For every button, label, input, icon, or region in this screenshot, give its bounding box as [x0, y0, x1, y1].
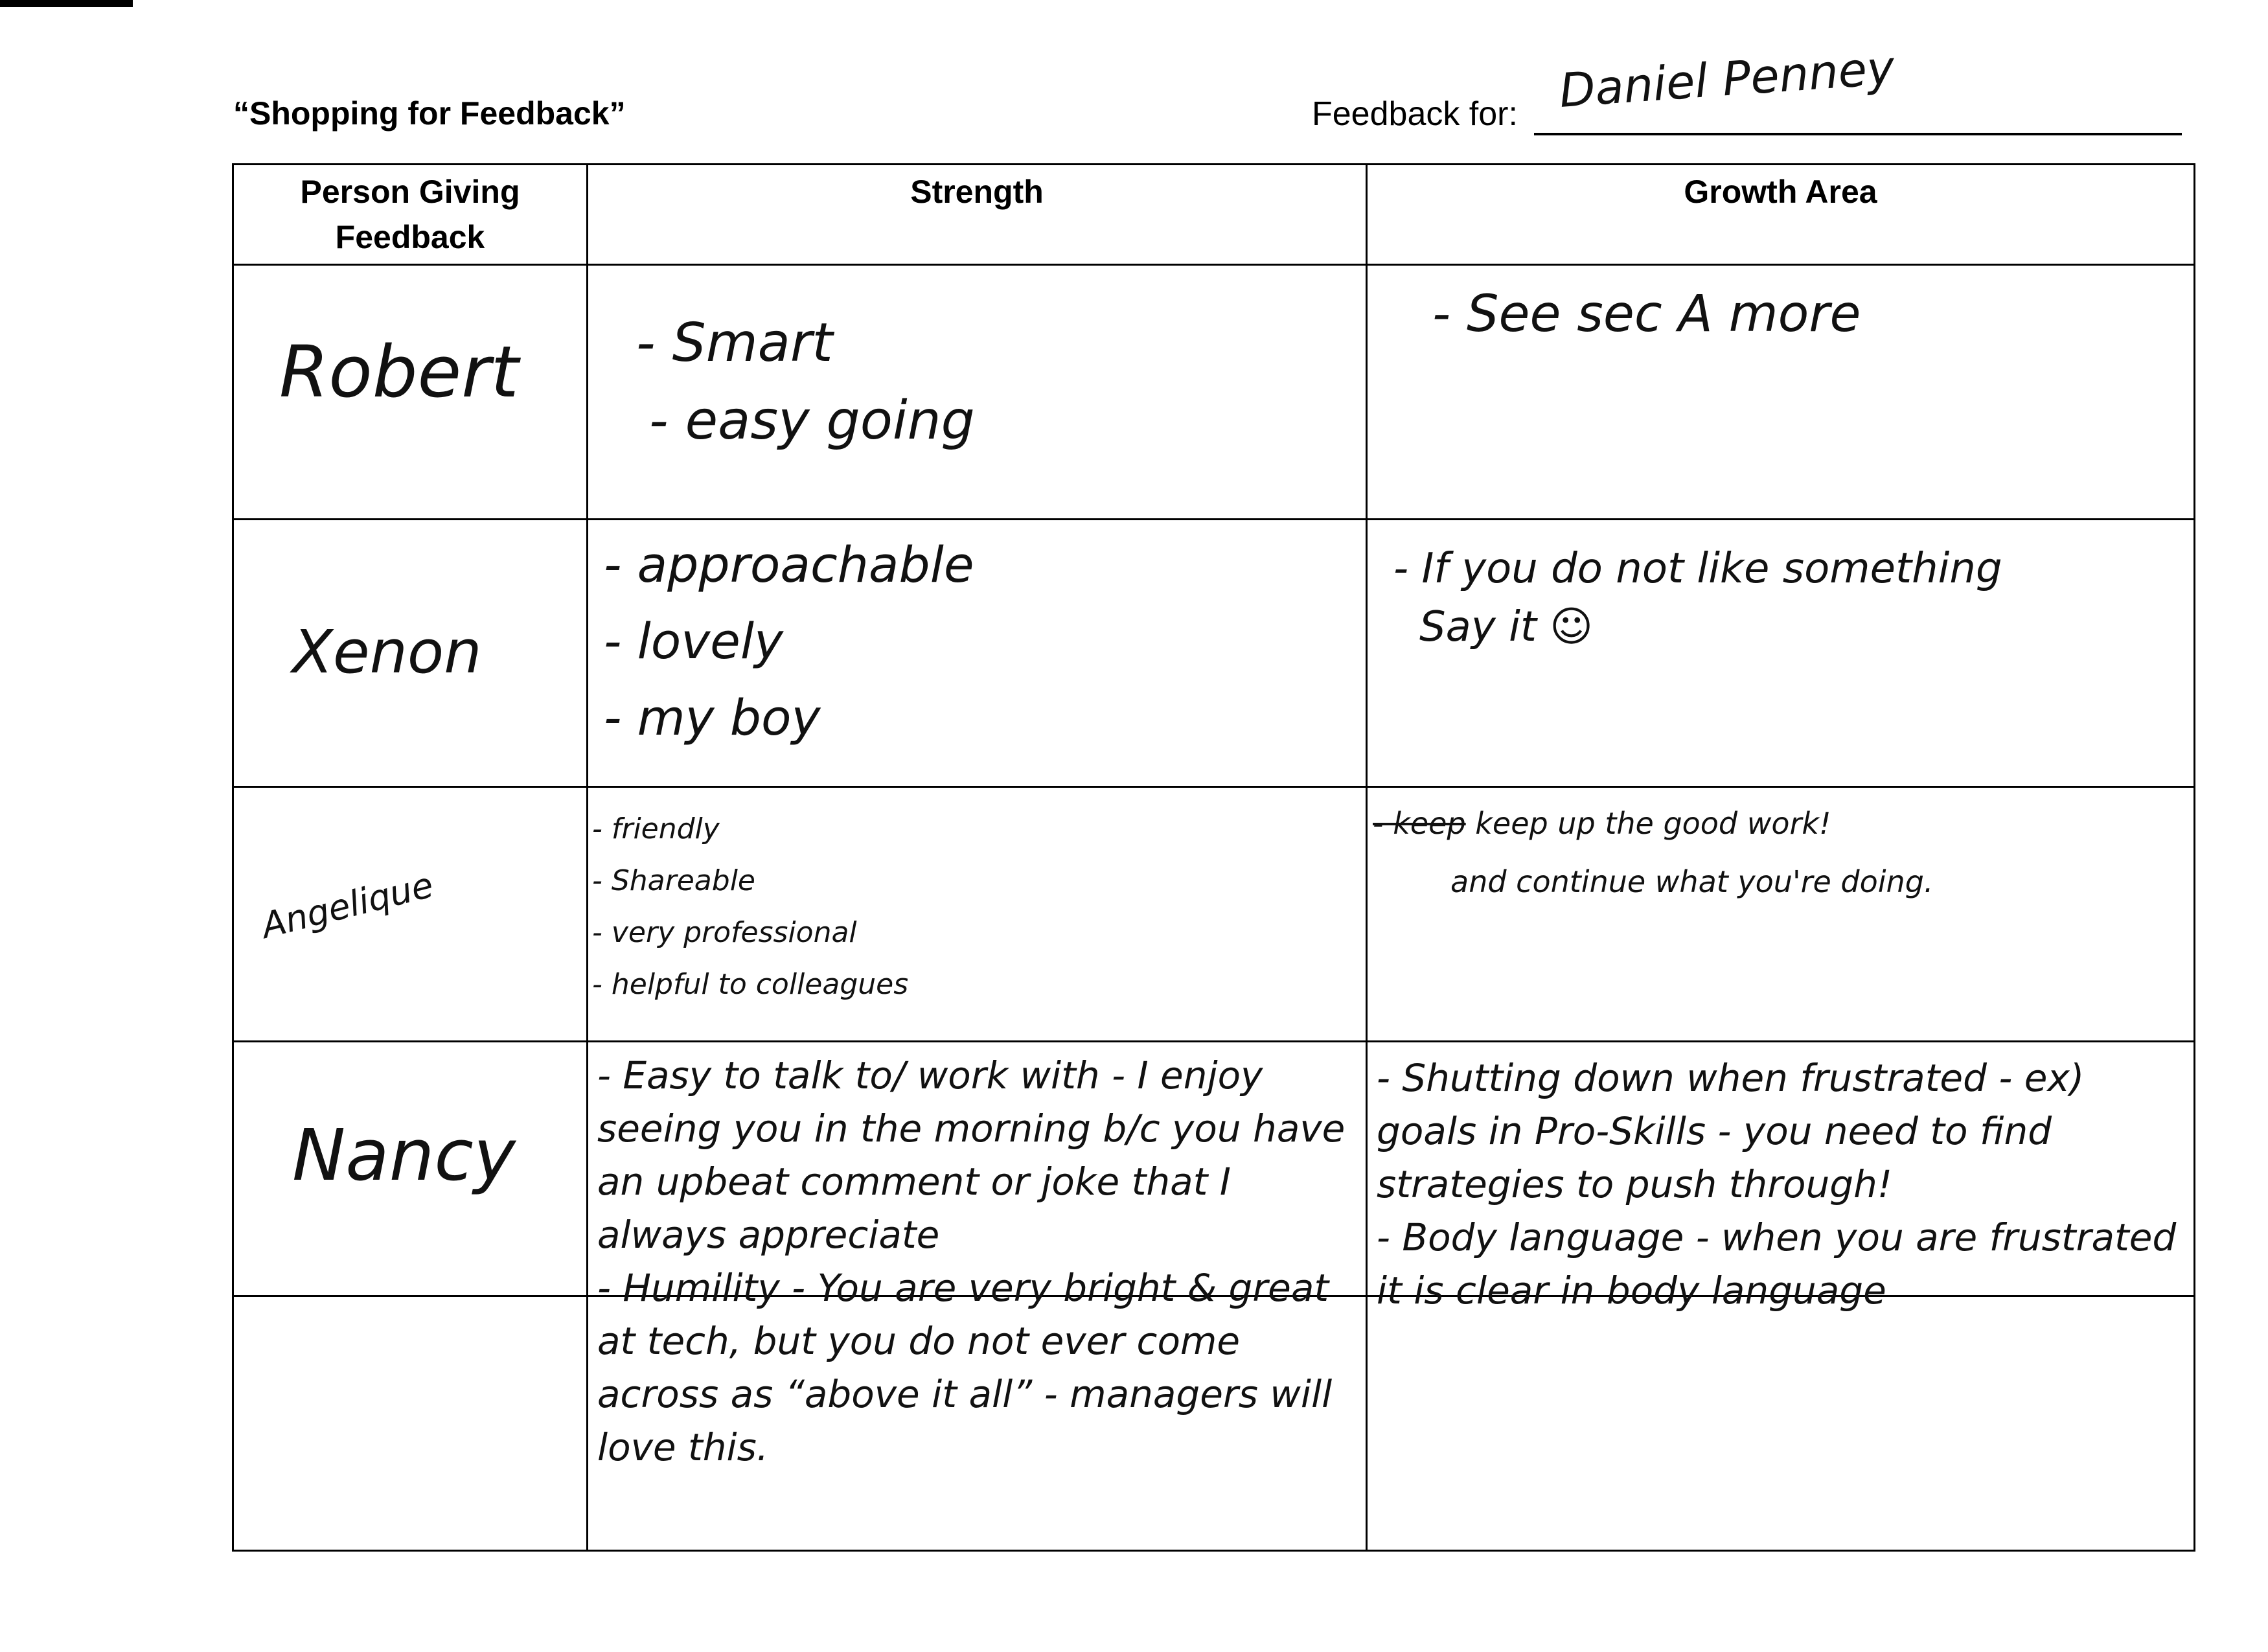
giver-cell: [233, 1296, 588, 1551]
feedback-table: [232, 163, 2195, 1552]
list-item: - lovely: [604, 612, 784, 670]
strength-list: [592, 803, 908, 1011]
giver-name: Nancy: [292, 1114, 516, 1197]
strength-cell: [588, 265, 1367, 520]
strength-cell: [588, 787, 1367, 1042]
giver-name: Robert: [279, 330, 519, 413]
list-item: - approachable: [604, 536, 974, 593]
list-item: - Humility - You are very bright & great at tech, but you do not ever come across as “above it all” - managers will love this.: [597, 1266, 1333, 1469]
table-row: [233, 1296, 2195, 1551]
strength-cell: [588, 1042, 1367, 1469]
list-item: - very professional: [592, 916, 857, 949]
list-item: - Easy to talk to/ work with - I enjoy seeing you in the morning b/c you have an upbeat comment or joke that I always appreciate: [597, 1053, 1346, 1257]
list-item: - friendly: [592, 812, 720, 845]
growth-cell: [1367, 787, 2195, 1042]
list-item: - helpful to colleagues: [592, 968, 909, 1001]
feedback-recipient: Daniel Penney: [1557, 40, 1897, 118]
feedback-for-label: Feedback for:: [1312, 95, 1518, 133]
table-header-row: [233, 165, 2195, 265]
growth-cell: [1367, 1042, 2195, 1313]
scan-corner-mark: [0, 0, 133, 7]
feedback-for-underline: [1534, 133, 2182, 135]
growth-note: - See sec A more: [1432, 285, 1861, 343]
giver-cell: [233, 1042, 588, 1296]
list-item: - Shareable: [592, 864, 755, 897]
strength-list: [604, 527, 974, 756]
list-item: - my boy: [604, 689, 821, 746]
list-item: - easy going: [649, 390, 975, 452]
list-item: - Body language - when you are frustrated it is clear in body language: [1377, 1215, 2177, 1313]
growth-note: [1373, 794, 1934, 911]
giver-name: Xenon: [292, 617, 482, 687]
column-header-strength: Strength: [588, 165, 1367, 265]
document-title: “Shopping for Feedback”: [233, 95, 626, 132]
growth-line: and continue what you're doing.: [1450, 864, 1934, 899]
strength-cell: [588, 520, 1367, 787]
list-item: - Smart: [636, 312, 833, 374]
table-row: [233, 520, 2195, 787]
strength-list: [604, 304, 975, 460]
growth-cell: [1367, 1296, 2195, 1551]
giver-cell: [233, 265, 588, 520]
growth-line: [1373, 794, 1934, 853]
growth-note: [1393, 540, 2002, 656]
column-header-giver: Person Giving Feedback: [233, 165, 588, 265]
column-header-growth: Growth Area: [1367, 165, 2195, 265]
growth-line: - If you do not like something: [1393, 545, 2002, 593]
table-row: [233, 1042, 2195, 1296]
list-item: - Shutting down when frustrated - ex) goals in Pro-Skills - you need to find strategies to push through!: [1377, 1056, 2085, 1206]
struck-word: - keep: [1373, 806, 1466, 841]
table-row: [233, 265, 2195, 520]
giver-cell: [233, 520, 588, 787]
growth-cell: [1367, 265, 2195, 520]
strength-cell: [588, 1296, 1367, 1551]
giver-name: Angelique: [257, 864, 438, 946]
table-row: [233, 787, 2195, 1042]
growth-text: keep up the good work!: [1475, 806, 1831, 841]
growth-cell: [1367, 520, 2195, 787]
growth-line: Say it ☺: [1419, 603, 1593, 651]
giver-cell: [233, 787, 588, 1042]
growth-list: [1377, 1051, 2180, 1317]
